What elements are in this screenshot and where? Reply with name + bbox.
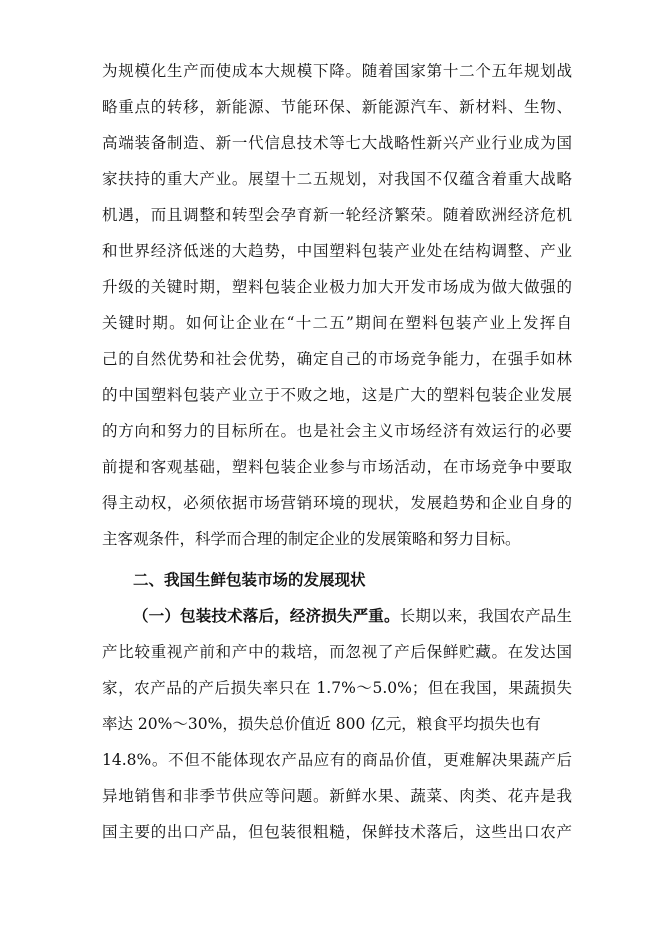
paragraph-2-line-2: 产比较重视产前和产中的栽培，而忽视了产后保鲜贮藏。在发达国: [102, 643, 572, 661]
paragraph-1-line-9: 己的自然优势和社会优势，确定自己的市场竞争能力，在强手如林: [102, 350, 572, 368]
paragraph-2-line-5: 14.8%。不但不能体现农产品应有的商品价值，更难解决果蔬产后: [102, 751, 572, 769]
paragraph-1-line-7: 升级的关键时期，塑料包装企业极力加大开发市场成为做大做强的: [102, 278, 572, 296]
paragraph-1-line-3: 高端装备制造、新一代信息技术等七大战略性新兴产业行业成为国: [102, 134, 572, 152]
paragraph-1-line-14: 主客观条件，科学而合理的制定企业的发展策略和努力目标。: [102, 530, 521, 548]
section-heading: 二、我国生鲜包装市场的发展现状: [133, 571, 366, 589]
paragraph-1-line-8: 关键时期。如何让企业在“十二五”期间在塑料包装产业上发挥自: [102, 314, 572, 332]
paragraph-1-line-12: 前提和客观基础，塑料包装企业参与市场活动，在市场竞争中要取: [102, 458, 572, 476]
paragraph-1-line-4: 家扶持的重大产业。展望十二五规划，对我国不仅蕴含着重大战略: [102, 170, 572, 188]
paragraph-1-line-13: 得主动权，必须依据市场营销环境的现状，发展趋势和企业自身的: [102, 494, 572, 512]
paragraph-1-line-6: 和世界经济低迷的大趋势，中国塑料包装产业处在结构调整、产业: [102, 242, 572, 260]
paragraph-2-line-3: 家，农产品的产后损失率只在 1.7%～5.0%；但在我国，果蔬损失: [102, 679, 572, 697]
paragraph-1-line-10: 的中国塑料包装产业立于不败之地，这是广大的塑料包装企业发展: [102, 386, 572, 404]
paragraph-2-line-4: 率达 20%～30%，损失总价值近 800 亿元，粮食平均损失也有: [102, 715, 541, 733]
paragraph-1-line-1: 为规模化生产而使成本大规模下降。随着国家第十二个五年规划战: [102, 62, 572, 80]
paragraph-2-line-1-rest: 长期以来，我国农产品生: [399, 607, 572, 625]
paragraph-2-line-6: 异地销售和非季节供应等问题。新鲜水果、蔬菜、肉类、花卉是我: [102, 787, 572, 805]
subsection-lead: （一）包装技术落后，经济损失严重。: [133, 607, 400, 625]
paragraph-1-line-5: 机遇，而且调整和转型会孕育新一轮经济繁荣。随着欧洲经济危机: [102, 206, 572, 224]
paragraph-1-line-2: 略重点的转移，新能源、节能环保、新能源汽车、新材料、生物、: [102, 98, 572, 116]
paragraph-2-line-7: 国主要的出口产品，但包装很粗糙，保鲜技术落后，这些出口农产: [102, 823, 572, 841]
paragraph-2-line-1: [133, 598, 572, 634]
paragraph-1-line-11: 的方向和努力的目标所在。也是社会主义市场经济有效运行的必要: [102, 422, 572, 440]
